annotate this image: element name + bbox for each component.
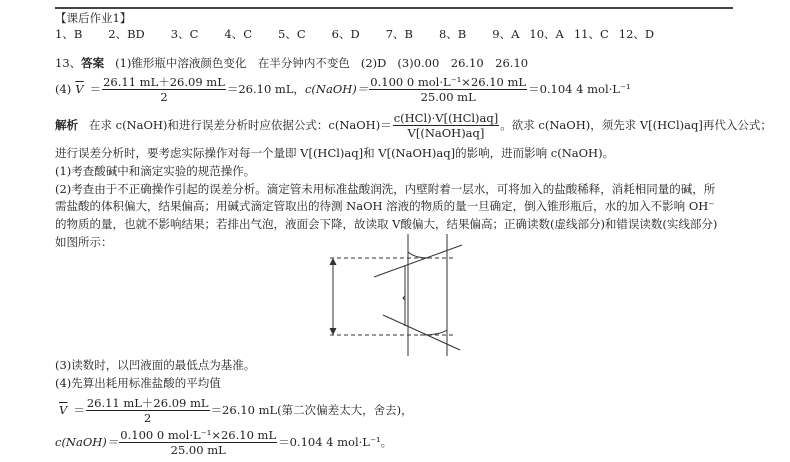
part4-prefix: (4) bbox=[55, 82, 72, 96]
analysis-line: 的物质的量，也就不影响结果；若排出气泡，液面会下降，故读取 V酸偏大，结果偏高；正确读数(虚线部分)和错误读数(实线部分) bbox=[55, 217, 718, 231]
analysis-line: (2)考查由于不正确操作引起的误差分析。滴定管未用标准盐酸润洗，内壁附着一层水，可将加入的盐酸稀释，消耗相同量的碱，所 bbox=[55, 182, 716, 196]
v-average: $\overline{V}$ bbox=[59, 403, 68, 417]
result: ＝26.10 mL， bbox=[226, 82, 305, 96]
v-average: $\overline{V}$ bbox=[75, 82, 84, 96]
c-label: c(NaOH)＝ bbox=[55, 435, 119, 449]
analysis-text: 在求 c(NaOH)和进行误差分析时应依据公式：c(NaOH)＝ bbox=[88, 118, 392, 132]
analysis-text-tail: 。欲求 c(NaOH)，须先求 V[(HCl)aq]再代入公式； bbox=[500, 118, 772, 132]
result: ＝0.104 4 mol·L⁻¹ bbox=[528, 82, 631, 96]
result: ＝0.104 4 mol·L⁻¹。 bbox=[278, 435, 393, 449]
numerator: c(HCl)·V[(HCl)aq] bbox=[393, 111, 499, 125]
final-formula bbox=[55, 429, 392, 457]
answer-part2: (2)D bbox=[360, 56, 387, 70]
section-heading: 【课后作业1】 bbox=[55, 11, 132, 25]
analysis-line: 进行误差分析时，要考虑实际操作对每一个量即 V[(HCl)aq]和 V[(NaOH)aq]的影响，进而影响 c(NaOH)。 bbox=[55, 146, 615, 160]
answer-item: 3、C bbox=[170, 27, 199, 41]
numerator: 0.100 0 mol·L⁻¹×26.10 mL bbox=[370, 75, 527, 89]
q13-part4: (4) $\overline{V}$ ＝ $\frac{26.11 mL+26.09 mL}{2}$ ＝26.10 mL，c(NaOH)＝ $\frac{\text{0.100 0 mol·L⁻¹×26.10 mL}}{25.00 mL}$ ＝0.104 4 mol·L⁻¹ bbox=[55, 75, 631, 104]
answer-item: 12、D bbox=[618, 27, 655, 41]
denominator: 25.00 mL bbox=[420, 90, 476, 104]
answer-item: 2、BD bbox=[108, 27, 145, 41]
numerator: 26.11 mL＋26.09 mL bbox=[86, 396, 209, 410]
analysis-line: (1)考查酸碱中和滴定实验的规范操作。 bbox=[55, 164, 256, 178]
average-formula: $\overline{V}$ ＝ $\frac{26.11 mL+26.09 mL}{2}$ ＝26.10 mL(第二次偏差太大，舍去)， bbox=[59, 396, 413, 425]
answer-label: 答案 bbox=[81, 56, 105, 70]
fraction-conc bbox=[119, 429, 277, 457]
answer-part3: (3)0.00 26.10 26.10 bbox=[397, 56, 529, 70]
answer-item: 5、C bbox=[278, 27, 306, 41]
analysis-line: 需盐酸的体积偏大，结果偏高；用碱式滴定管取出的待测 NaOH 溶液的物质的量一旦确定，倒入锥形瓶后，水的加入不影响 OH⁻ bbox=[55, 199, 715, 213]
result: ＝26.10 mL(第二次偏差太大，舍去)， bbox=[210, 403, 413, 417]
answer-item: 9、A bbox=[492, 27, 520, 41]
answer-item: 8、B bbox=[438, 27, 467, 41]
denominator: V[(NaOH)aq] bbox=[407, 126, 485, 140]
q-number: 13、 bbox=[55, 56, 82, 70]
c-label: c(NaOH)＝ bbox=[304, 82, 369, 96]
answer-item: 10、A bbox=[529, 27, 564, 41]
answer-item: 6、D bbox=[331, 27, 360, 41]
denominator: 2 bbox=[160, 90, 168, 104]
answer-part1: (1)锥形瓶中溶液颜色变化 在半分钟内不变色 bbox=[115, 56, 350, 70]
answer-item: 1、B bbox=[55, 27, 83, 41]
numerator: 0.100 0 mol·L⁻¹×26.10 mL bbox=[120, 428, 277, 442]
analysis-label: 解析 bbox=[55, 118, 78, 132]
analysis-part3: (3)读数时，以凹液面的最低点为基准。 bbox=[55, 358, 256, 372]
fraction-avg bbox=[86, 397, 210, 425]
denominator: 2 bbox=[144, 411, 152, 425]
analysis-part4: (4)先算出耗用标准盐酸的平均值 bbox=[55, 376, 221, 390]
answer-item: 4、C bbox=[224, 27, 253, 41]
denominator: 25.00 mL bbox=[170, 443, 226, 457]
answer-item: 11、C bbox=[573, 27, 609, 41]
numerator: 26.11 mL＋26.09 mL bbox=[103, 75, 225, 89]
answer-item: 7、B bbox=[385, 27, 413, 41]
analysis-line: 如图所示： bbox=[55, 235, 113, 249]
